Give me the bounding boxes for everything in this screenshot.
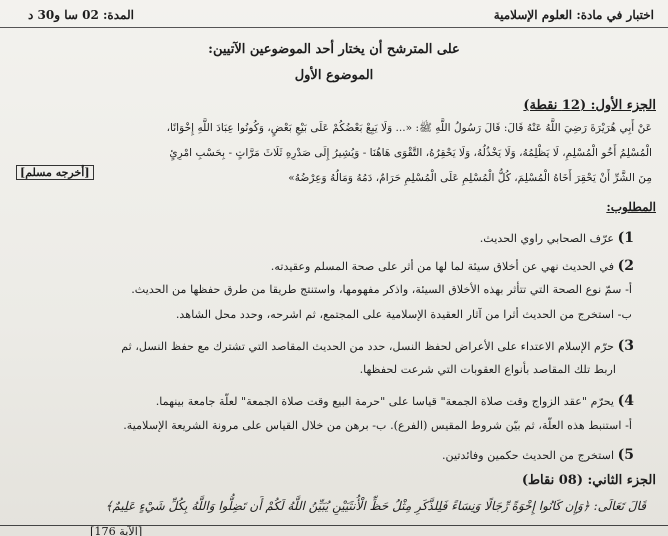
question-number: 1) <box>617 230 634 246</box>
question-2a: أ- سمّ نوع الصحة التي تتأثر بهذه الأخلاق السيئة، واذكر مفهومها، واستنتج طريقا من طرق حفظها من الحديث. <box>131 283 632 296</box>
question-4 <box>156 393 634 409</box>
part2-title: الجزء الثاني: (08 نقاط) <box>521 473 656 488</box>
part1-title: الجزء الأول: (12 نقطة) <box>523 98 656 113</box>
hadith-source: [أخرجه مسلم] <box>16 165 94 180</box>
question-2b: ب- استخرج من الحديث أثرا من آثار العقيدة الإسلامية على المجتمع، ثم اشرحه، وحدد محل الشاهد. <box>175 308 632 321</box>
question-3 <box>121 338 634 354</box>
hadith-line-1: عَنْ أَبِي هُرَيْرَةَ رَضِيَ اللَّهُ عَنْهُ قَالَ: قَالَ رَسُولُ اللَّهِ ﷺ: «... وَلَا يَبِعْ بَعْضُكُمْ عَلَى بَيْعِ بَعْضٍ، وَكُونُوا عِبَادَ اللَّهِ إِخْوَانًا، <box>166 122 652 134</box>
topic-title: الموضوع الأول <box>294 68 374 83</box>
question-text: استخرج من الحديث حكمين وفائدتين. <box>441 449 615 462</box>
quran-verse: قَالَ تَعَالَى: ﴿وَإِن كَانُوا إِخْوَةً رِّجَالًا وَنِسَاءً فَلِلذَّكَرِ مِثْلُ حَظِّ الْأُنثَيَيْنِ يُبَيِّنُ اللَّهُ لَكُمْ أَن تَضِلُّوا وَاللَّهُ بِكُلِّ شَيْءٍ عَلِيمٌ﴾ <box>105 499 646 513</box>
question-3-cont: اربط تلك المقاصد بأنواع العقوبات التي شرعت لحفظها. <box>359 363 616 376</box>
question-number: 4) <box>617 393 634 409</box>
exam-subject-header: اختبار في مادة: العلوم الإسلامية <box>493 8 654 22</box>
hadith-line-2: الْمُسْلِمُ أَخُو الْمُسْلِمِ، لَا يَظْلِمُهُ، وَلَا يَخْذُلُهُ، وَلَا يَحْقِرُهُ، التَّقْوَى هَاهُنَا - وَيُشِيرُ إِلَى صَدْرِهِ ثَلَاثَ مَرَّاتٍ - بِحَسْبِ امْرِئٍ <box>169 147 652 159</box>
question-number: 5) <box>617 447 634 463</box>
question-number: 2) <box>617 258 634 274</box>
question-1 <box>480 230 634 246</box>
exam-duration: المدة: 02 سا و30 د <box>28 8 134 22</box>
question-text: عرّف الصحابي راوي الحديث. <box>479 232 615 245</box>
verse-reference: [الآية 176] <box>90 525 143 536</box>
question-2 <box>271 258 634 274</box>
hadith-line-3: مِنَ الشَّرِّ أَنْ يَحْقِرَ أَخَاهُ الْمُسْلِمَ، كُلُّ الْمُسْلِمِ عَلَى الْمُسْلِمِ حَرَامٌ، دَمُهُ وَمَالُهُ وَعِرْضُهُ» <box>288 172 652 184</box>
question-4ab: أ- استنبط هذه العلّة، ثم بيّن شروط المقيس (الفرع). ب- برهن من خلال القياس على مرونة الشريعة الإسلامية. <box>123 419 632 432</box>
question-5 <box>442 447 634 463</box>
required-label: المطلوب: <box>606 200 656 214</box>
question-number: 3) <box>617 338 634 354</box>
instruction-text: على المترشح أن يختار أحد الموضوعين الآتيين: <box>208 42 460 57</box>
question-text: يحرّم "عقد الزواج وقت صلاة الجمعة" قياسا على "حرمة البيع وقت صلاة الجمعة" لعلّة جامعة بينهما. <box>155 395 615 408</box>
header-divider <box>0 27 668 28</box>
question-text: في الحديث نهي عن أخلاق سيئة لما لها من أثر على صحة المسلم وعقيدته. <box>270 260 615 273</box>
question-text: حرّم الإسلام الاعتداء على الأعراض لحفظ النسل، حدد من الحديث المقاصد التي تشترك مع حفظ النسل، ثم <box>121 340 615 353</box>
